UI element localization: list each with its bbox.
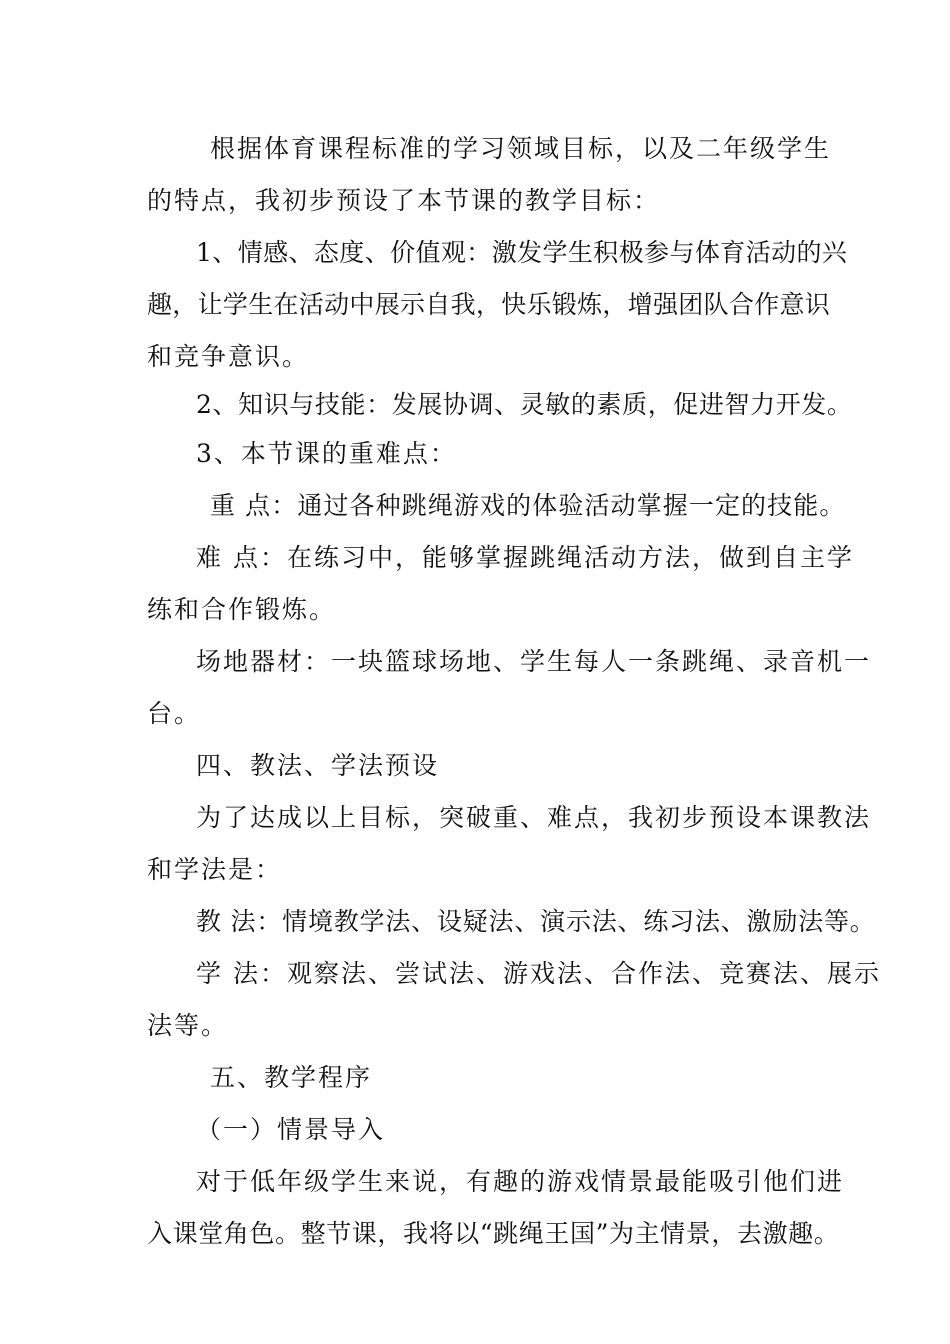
learning-methods-line-2: 法等。 [147, 1011, 229, 1040]
section-4-paragraph-line-2: 和学法是： [147, 855, 283, 884]
goal-2-line: 2、知识与技能：发展协调、灵敏的素质，促进智力开发。 [196, 390, 853, 419]
difficulty-line-1: 难 点：在练习中，能够掌握跳绳活动方法，做到自主学 [196, 543, 854, 572]
teaching-methods-line: 教 法：情境教学法、设疑法、演示法、练习法、激励法等。 [196, 907, 876, 936]
goal-1-line-3: 和竞争意识。 [147, 342, 310, 371]
section-4-paragraph-line-1: 为了达成以上目标，突破重、难点，我初步预设本课教法 [196, 803, 872, 832]
subsection-1-paragraph-line-1: 对于低年级学生来说，有趣的游戏情景最能吸引他们进 [196, 1167, 845, 1196]
goal-1-line-2: 趣，让学生在活动中展示自我，快乐锻炼，增强团队合作意识 [147, 290, 831, 319]
paragraph-1-line-2: 的特点，我初步预设了本节课的教学目标： [147, 186, 661, 215]
learning-methods-line-1: 学 法：观察法、尝试法、游戏法、合作法、竞赛法、展示 [196, 959, 881, 988]
section-4-heading: 四、教法、学法预设 [196, 751, 440, 780]
goal-1-line-1: 1、情感、态度、价值观：激发学生积极参与体育活动的兴 [196, 238, 848, 267]
subsection-1-paragraph-line-2: 入课堂角色。整节课，我将以“跳绳王国”为主情景，去激趣。 [147, 1219, 840, 1248]
difficulty-line-2: 练和合作锻炼。 [147, 595, 337, 624]
equipment-line-1: 场地器材：一块篮球场地、学生每人一条跳绳、录音机一 [196, 647, 872, 676]
subsection-1-heading: （一）情景导入 [196, 1115, 386, 1144]
equipment-line-2: 台。 [147, 699, 202, 728]
key-point-line: 重 点：通过各种跳绳游戏的体验活动掌握一定的技能。 [210, 491, 846, 520]
paragraph-1-line-1: 根据体育课程标准的学习领域目标，以及二年级学生 [210, 134, 832, 163]
section-5-heading: 五、教学程序 [210, 1063, 373, 1092]
goal-3-heading: 3、本节课的重难点： [196, 439, 457, 468]
